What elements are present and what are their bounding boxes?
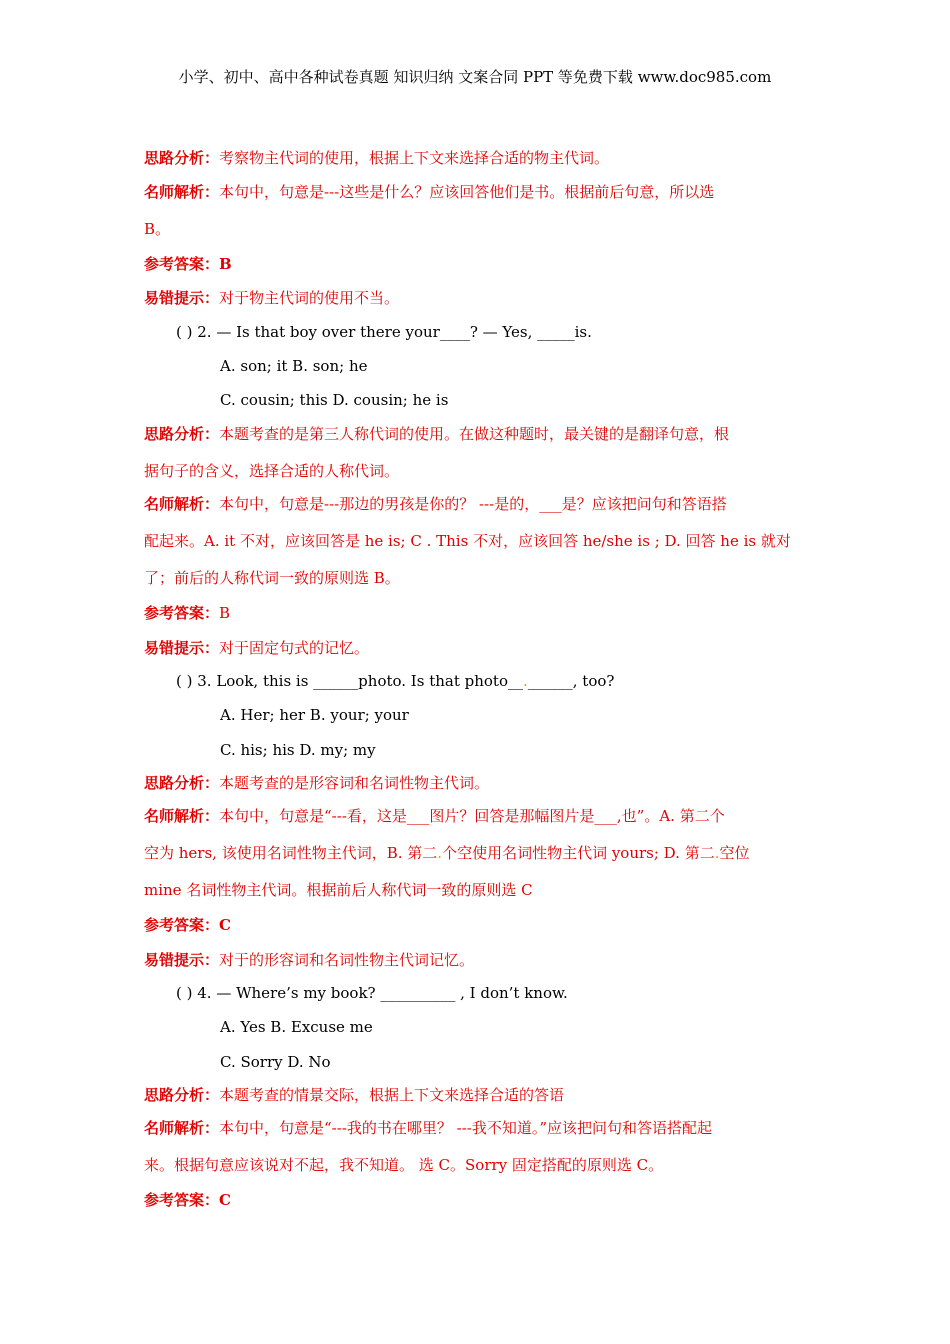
q3-options-row1: A. Her; her B. your; your: [220, 706, 409, 724]
q2-stem: ( ) 2. — Is that boy over there your____? — Yes, _____is.: [176, 323, 592, 341]
answer-label: 参考答案：: [144, 255, 220, 273]
analysis-text: 本题考查的是形容词和名词性物主代词。: [219, 774, 490, 792]
teacher-text: 个空使用名词性物主代词 yours; D. 第二: [442, 844, 715, 862]
q1-tip: [144, 288, 399, 308]
q1-analysis: [144, 148, 609, 168]
answer-label: 参考答案：: [144, 916, 220, 934]
q2-options-row1: A. son; it B. son; he: [220, 357, 368, 375]
q4-options-row2: C. Sorry D. No: [220, 1053, 331, 1071]
q3-teacher-line2: [144, 843, 750, 863]
q4-options-row1: A. Yes B. Excuse me: [220, 1018, 373, 1036]
teacher-text: 本句中，句意是---这些是什么？应该回答他们是书。根据前后句意，所以选: [219, 183, 715, 201]
q2-answer: [144, 603, 230, 623]
answer-value: C: [219, 916, 231, 934]
highlight-dot: .: [437, 844, 443, 862]
q2-tip: [144, 638, 369, 658]
analysis-label: 思路分析：: [144, 149, 220, 167]
analysis-label: 思路分析：: [144, 425, 220, 443]
tip-label: 易错提示：: [144, 639, 220, 657]
q1-teacher-line2: B。: [144, 220, 171, 238]
teacher-text: 空位: [719, 844, 750, 862]
stem-part: ______, too?: [527, 672, 615, 690]
q3-stem: [176, 671, 614, 691]
tip-text: 对于物主代词的使用不当。: [219, 289, 400, 307]
q2-analysis-line1: [144, 424, 729, 444]
tip-text: 对于固定句式的记忆。: [219, 639, 370, 657]
q3-answer: [144, 915, 231, 935]
answer-value: B: [219, 255, 232, 273]
q4-teacher-line2: 来。根据句意应该说对不起，我不知道。 选 C。Sorry 固定搭配的原则选 C。: [144, 1156, 664, 1174]
q3-teacher-line3: mine 名词性物主代词。根据前后人称代词一致的原则选 C: [144, 881, 533, 899]
answer-value: C: [219, 1191, 231, 1209]
q3-analysis: [144, 773, 489, 793]
page-header: 小学、初中、高中各种试卷真题 知识归纳 文案合同 PPT 等免费下载 www.doc985.com: [178, 68, 772, 86]
analysis-label: 思路分析：: [144, 1086, 220, 1104]
stem-part: ( ) 3. Look, this is ______photo. Is that photo__: [176, 672, 523, 690]
analysis-text: 本题考查的是第三人称代词的使用。在做这种题时，最关键的是翻译句意，根: [219, 425, 730, 443]
teacher-label: 名师解析：: [144, 807, 220, 825]
teacher-text: 本句中，句意是“---看，这是___图片？回答是那幅图片是___,也”。A. 第二个: [219, 807, 725, 825]
q2-teacher-line3: 了；前后的人称代词一致的原则选 B。: [144, 569, 400, 587]
answer-label: 参考答案：: [144, 1191, 220, 1209]
analysis-text: 本题考查的情景交际，根据上下文来选择合适的答语: [219, 1086, 565, 1104]
q2-options-row2: C. cousin; this D. cousin; he is: [220, 391, 449, 409]
teacher-label: 名师解析：: [144, 495, 220, 513]
highlight-dot: .: [714, 844, 720, 862]
teacher-label: 名师解析：: [144, 183, 220, 201]
q3-teacher-line1: [144, 806, 725, 826]
q2-teacher-line1: [144, 494, 727, 514]
q1-answer: [144, 254, 232, 274]
analysis-label: 思路分析：: [144, 774, 220, 792]
q3-tip: [144, 950, 474, 970]
q4-analysis: [144, 1085, 564, 1105]
q2-analysis-line2: 据句子的含义，选择合适的人称代词。: [144, 462, 400, 480]
answer-label: 参考答案：: [144, 604, 220, 622]
q3-options-row2: C. his; his D. my; my: [220, 741, 376, 759]
teacher-text: 本句中，句意是“---我的书在哪里？ ---我不知道。”应该把问句和答语搭配起: [219, 1119, 713, 1137]
tip-label: 易错提示：: [144, 951, 220, 969]
q2-teacher-line2: 配起来。A. it 不对，应该回答是 he is; C . This 不对，应该回答 he/she is ; D. 回答 he is 就对: [144, 532, 791, 550]
tip-label: 易错提示：: [144, 289, 220, 307]
teacher-text: 本句中，句意是---那边的男孩是你的？ ---是的，___是？应该把问句和答语搭: [219, 495, 727, 513]
teacher-text: 空为 hers, 该使用名词性物主代词，B. 第二: [144, 844, 438, 862]
answer-value: B: [219, 604, 231, 622]
q4-stem: ( ) 4. — Where’s my book? __________ , I don’t know.: [176, 984, 568, 1002]
q4-teacher-line1: [144, 1118, 712, 1138]
q1-teacher-line1: [144, 182, 714, 202]
highlight-dot: .: [522, 672, 528, 690]
teacher-label: 名师解析：: [144, 1119, 220, 1137]
analysis-text: 考察物主代词的使用，根据上下文来选择合适的物主代词。: [219, 149, 610, 167]
q4-answer: [144, 1190, 231, 1210]
tip-text: 对于的形容词和名词性物主代词记忆。: [219, 951, 475, 969]
